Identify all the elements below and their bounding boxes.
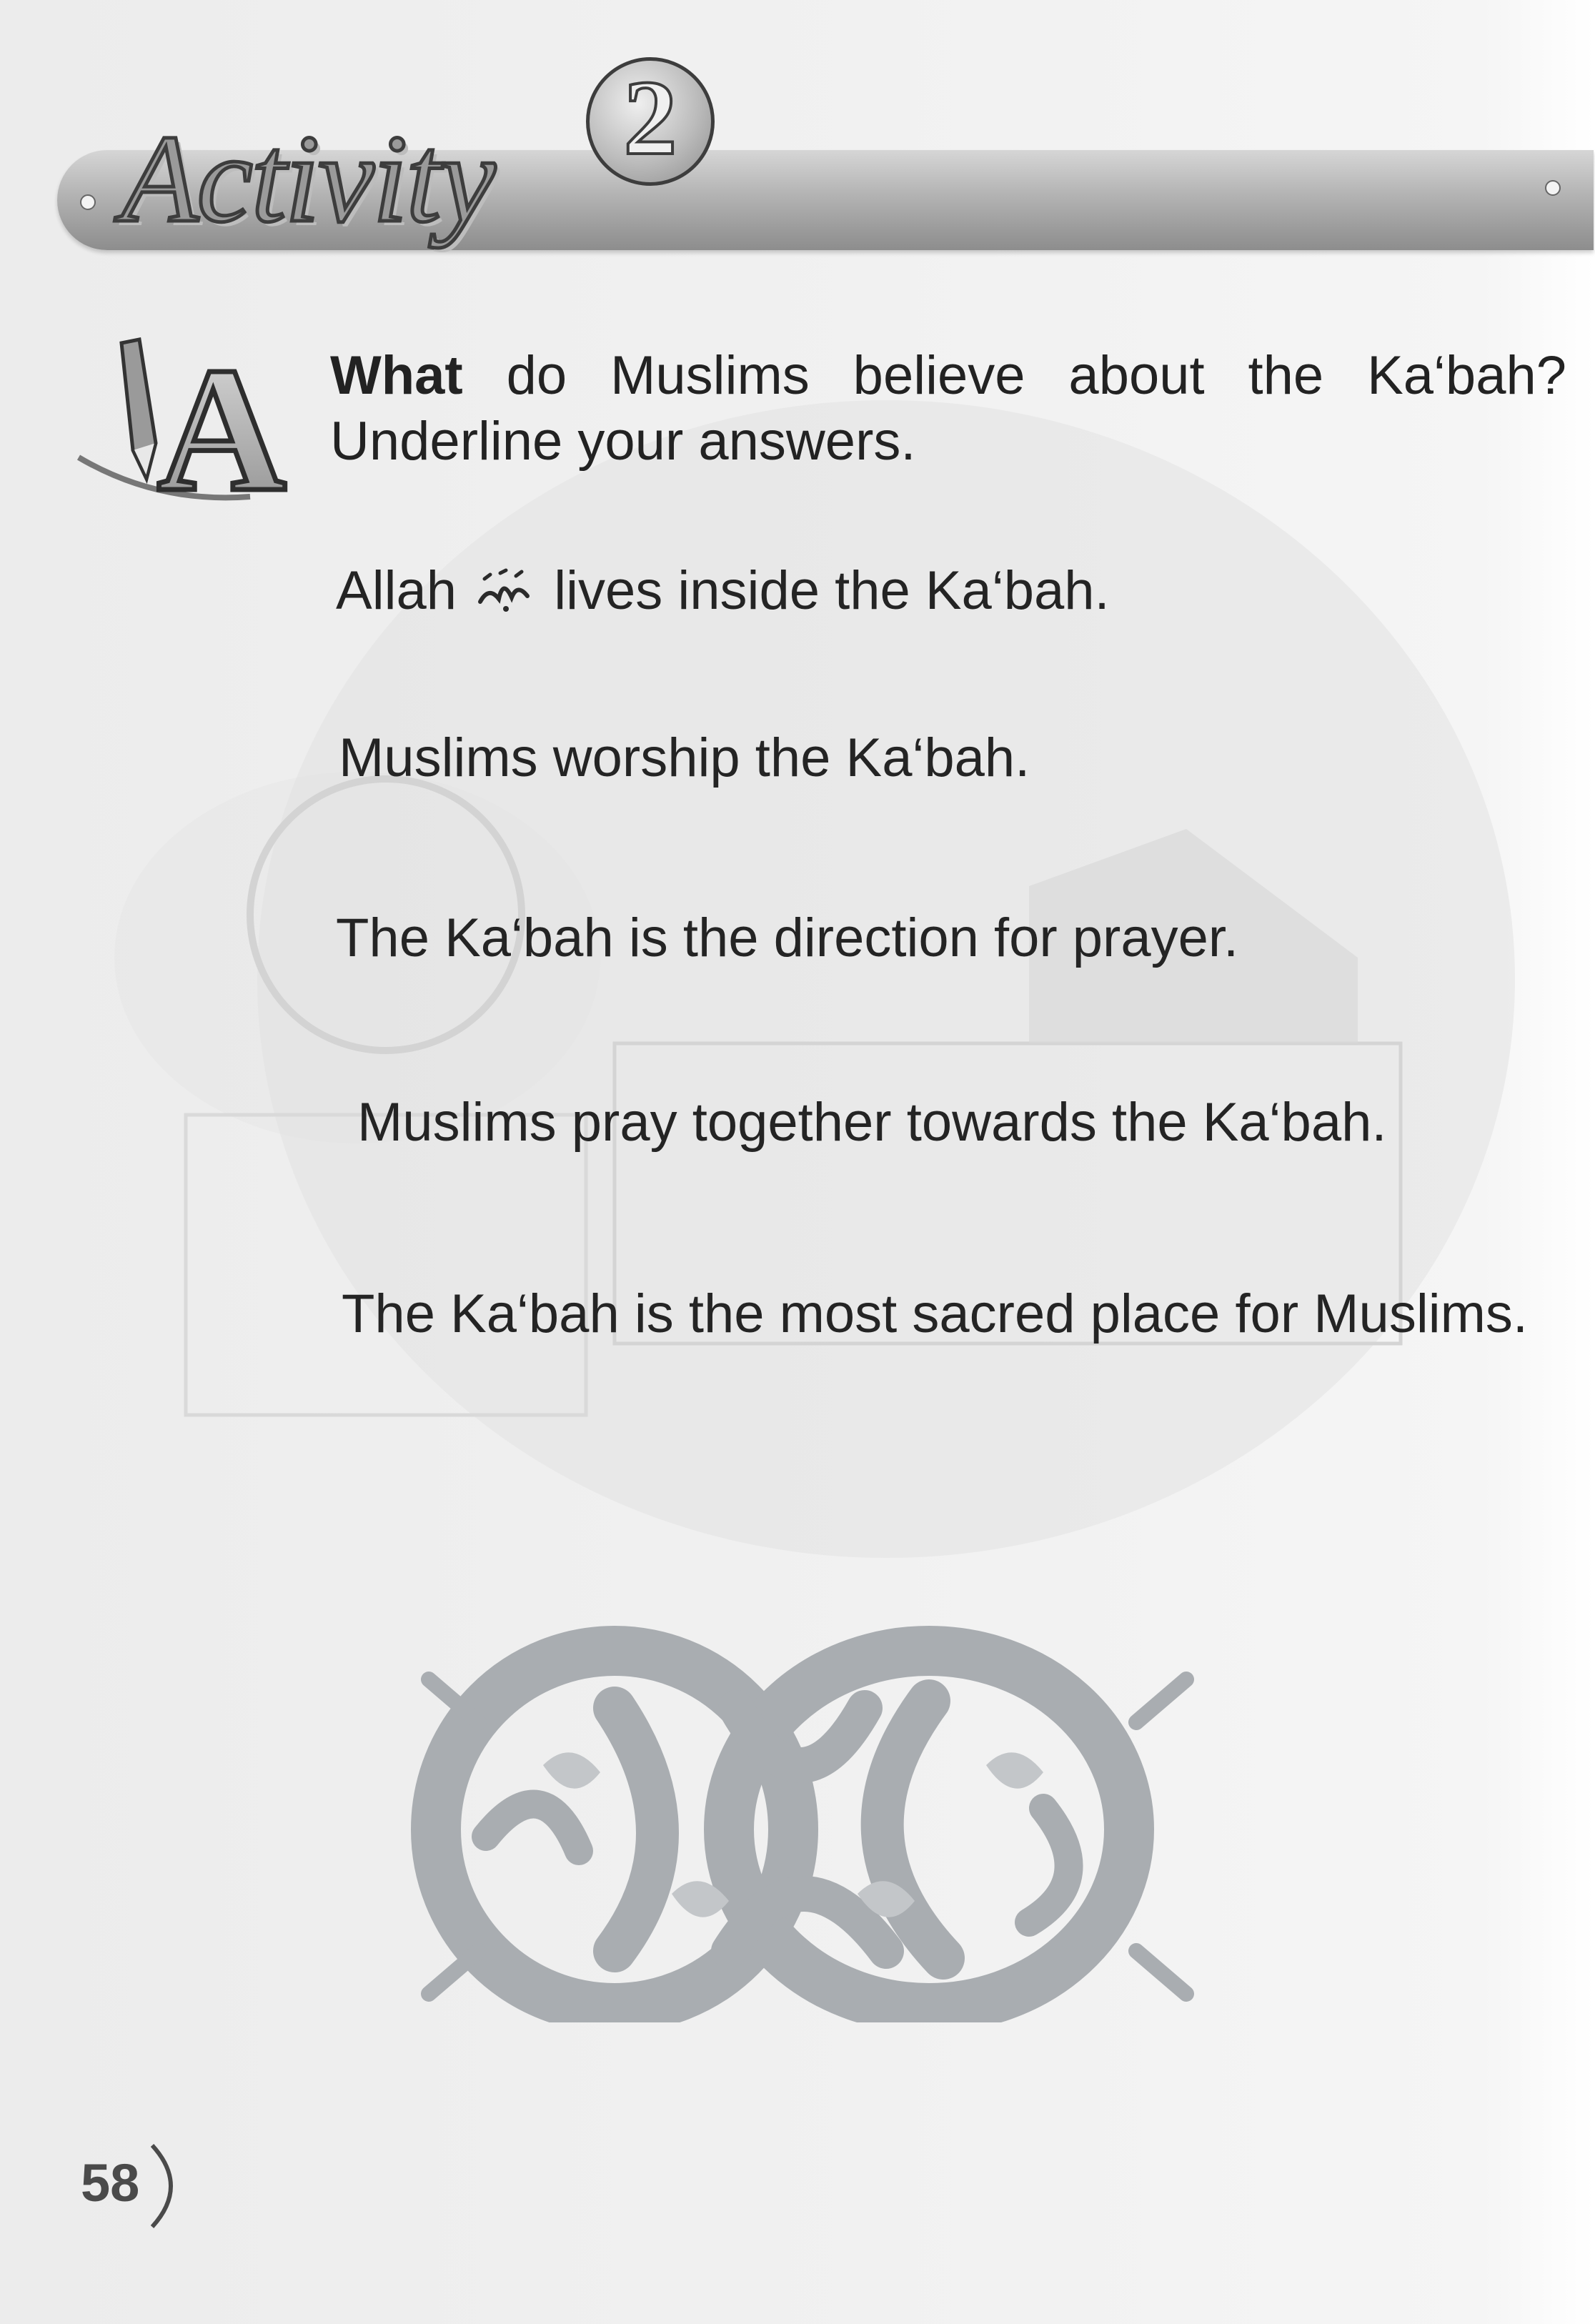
statement-4[interactable]: Muslims pray together towards the Ka‘bah. [357,1092,1387,1153]
instruction-text: Underline your answers. [330,411,916,472]
activity-title: Activity [121,109,495,249]
statement-text: lives inside the Ka‘bah. [554,560,1110,621]
activity-banner [43,57,1595,293]
statement-1[interactable] [336,557,1110,625]
activity-number: 2 [586,57,715,186]
section-a-pencil-icon [71,336,314,507]
question-text: do Muslims believe about the Ka‘bah? [506,345,1566,406]
banner-rivet-left [80,194,96,210]
statement-2[interactable]: Muslims worship the Ka‘bah. [339,728,1030,788]
arabesque-ornament-icon [400,1622,1215,2022]
page-number-badge [75,2140,182,2233]
statement-text: Allah [336,560,457,621]
statement-3[interactable]: The Ka‘bah is the direction for prayer. [336,908,1239,968]
section-letter: A [157,336,287,507]
page-number: 58 [81,2153,140,2213]
question-keyword: What [330,345,463,406]
statement-5[interactable]: The Ka‘bah is the most sacred place for Muslims. [342,1283,1529,1344]
question-block [330,343,1566,475]
banner-rivet-right [1545,180,1561,196]
honorific-calligraphy-icon [474,565,536,615]
question-line [330,343,1566,409]
